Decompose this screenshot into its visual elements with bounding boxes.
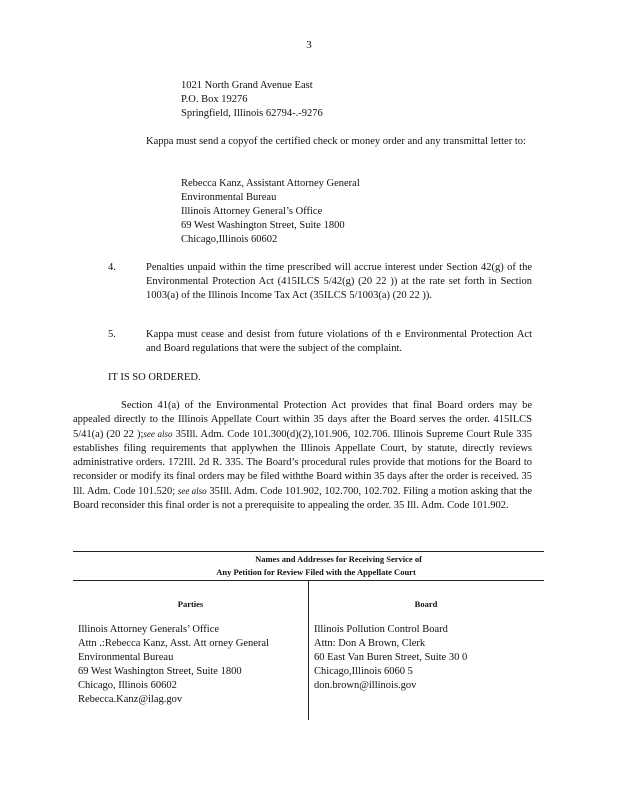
- address-line: Illinois Attorney General’s Office: [181, 206, 323, 217]
- parties-contact: [78, 623, 269, 707]
- address-line: 69 West Washington Street, Suite 1800: [181, 220, 345, 231]
- item-text: Kappa must cease and desist from future violations of th e Environmental Protection Act and Board regulations that were the subject of the complaint.: [146, 329, 532, 354]
- address-line: Springfield, Illinois 62794-.-9276: [181, 108, 323, 119]
- contact-line: 60 East Van Buren Street, Suite 30 0: [314, 652, 468, 663]
- notice-line: Names and Addresses for Receiving Service of: [255, 554, 422, 564]
- contact-line: Illinois Attorney Generals’ Office: [78, 624, 220, 635]
- contact-line: Attn .:Rebecca Kanz, Asst. Att orney General: [78, 638, 269, 649]
- board-contact: [314, 623, 467, 693]
- contact-line: Chicago, Illinois 60602: [78, 680, 177, 691]
- appeal-text: 35Ill. Adm. Code 101.902, 102.700, 102.702. Filing a motion asking that the Board reconsider this final order is not a prerequisite to appealing the order. 35 Ill. Adm. Code 101.902.: [73, 486, 533, 511]
- contact-line: Illinois Pollution Control Board: [314, 624, 448, 635]
- divider: [73, 551, 544, 552]
- appeal-paragraph: [73, 399, 532, 513]
- contact-line: 69 West Washington Street, Suite 1800: [78, 666, 242, 677]
- appeal-text: Section 41(a) of the Environmental Protection Act provides that final Board orders may be appealed directly to the Illinois Appellate Court within 35 days after the Board serves the order. 415ILCS 5/41(a) (20 22 );: [73, 400, 532, 440]
- see-also-citation: see also: [143, 429, 173, 439]
- address-line: Environmental Bureau: [181, 192, 277, 203]
- contact-line: Attn: Don A Brown, Clerk: [314, 638, 426, 649]
- so-ordered: IT IS SO ORDERED.: [108, 372, 201, 383]
- address-line: Chicago,Illinois 60602: [181, 234, 278, 245]
- order-item-4: [108, 261, 532, 303]
- item-number: 5.: [108, 329, 116, 340]
- attorney-general-address: [181, 177, 360, 247]
- item-text: Penalties unpaid within the time prescribed will accrue interest under Section 42(g) of the Environmental Protection Act (415ILCS 5/42(g) (20 22 )) at the rate set forth in Section 1003(a) of the Illinois Income Tax Act (35ILCS 5/1003(a) (20 22 )).: [146, 262, 532, 301]
- order-item-5: [108, 328, 532, 356]
- parties-header: Parties: [177, 599, 204, 609]
- see-also-citation: see also: [177, 486, 207, 496]
- contact-line: Environmental Bureau: [78, 652, 174, 663]
- email-address: Rebecca.Kanz@ilag.gov: [78, 694, 183, 705]
- address-line: P.O. Box 19276: [181, 94, 248, 105]
- address-line: Rebecca Kanz, Assistant Attorney General: [181, 178, 360, 189]
- email-address: don.brown@illinois.gov: [314, 680, 417, 691]
- contact-line: Chicago,Illinois 6060 5: [314, 666, 413, 677]
- notice-line: Any Petition for Review Filed with the Appellate Court: [216, 567, 416, 577]
- address-line: 1021 North Grand Avenue East: [181, 80, 313, 91]
- service-notice-heading: [73, 553, 544, 579]
- item-number: 4.: [108, 262, 116, 273]
- board-header: Board: [414, 599, 438, 609]
- agency-mailing-address: [181, 79, 323, 121]
- appeal-text: 35Ill. Adm. Code 101.300(d)(2),101.906, 102.706. Illinois Supreme Court Rule 335 establishes filing requirements that applywhen the Illinois Appellate Court, by statute, directly reviews administrative orders. 172Ill. 2d R. 335. The Board’s procedural rules provide that motions for the Board to reconsider or modify its final orders may be filed withthe Board within 35 days after the order is received. 35 Ill. Adm. Code 101.520;: [73, 429, 532, 497]
- send-instruction: Kappa must send a copyof the certified check or money order and any transmittal letter to:: [146, 136, 526, 147]
- page-number: 3: [306, 39, 312, 51]
